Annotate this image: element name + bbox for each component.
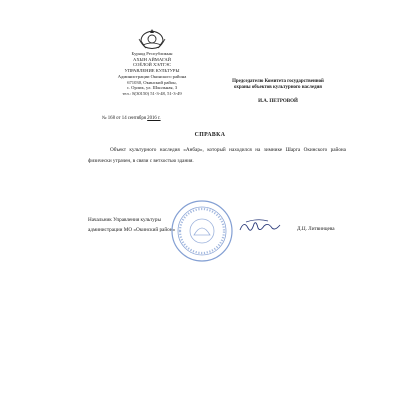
addressee-line: Председателю Комитета государственной — [232, 79, 324, 84]
signatory-name: Д.Ц. Литвинцева — [297, 226, 335, 232]
letterhead-line: Администрации Окинского района — [117, 73, 187, 79]
signatory-title-line: Начальник Управления культуры — [88, 217, 161, 223]
addressee-line: охраны объектов культурного наследия — [234, 85, 322, 91]
letterhead-line: УПРАВЛЕНИЕ КУЛЬТУРЫ — [124, 68, 180, 74]
coat-of-arms-emblem — [137, 27, 167, 51]
signatory-title-line: администрации МО «Окинский район» — [88, 227, 176, 234]
letterhead-line: с. Орлик, ул. Школьная, 3 — [126, 85, 178, 91]
addressee-name: И.А. ПЕТРОВОЙ — [258, 98, 298, 104]
letterhead-line: Буряад Республикын — [131, 51, 173, 56]
document-title: СПРАВКА — [194, 132, 226, 138]
signatory-title — [88, 215, 175, 235]
letterhead-line: СОЁЛОЙ ХЭЛТЭС — [132, 62, 172, 68]
letterhead-line: 671030, Окинский район, — [127, 79, 177, 85]
reference-number — [102, 116, 161, 121]
reference-year: 2016 г. — [147, 116, 161, 121]
handwritten-signature — [238, 216, 282, 236]
document-body: Объект культурного наследия «Анбар», который находился на зимнике Шарга Окинского района физически утрачен, в связи с ветхостью здания. — [88, 147, 346, 164]
letterhead — [96, 51, 208, 97]
letterhead-line: АХЫН АЙМАГАЙ — [133, 56, 171, 62]
letterhead-line: тел.: 8(30150) 51-3-48, 51-3-49 — [122, 90, 182, 96]
addressee-block — [212, 79, 344, 105]
reference-prefix: № 168 от 14 сентября — [102, 116, 146, 121]
official-seal-stamp — [170, 199, 234, 263]
